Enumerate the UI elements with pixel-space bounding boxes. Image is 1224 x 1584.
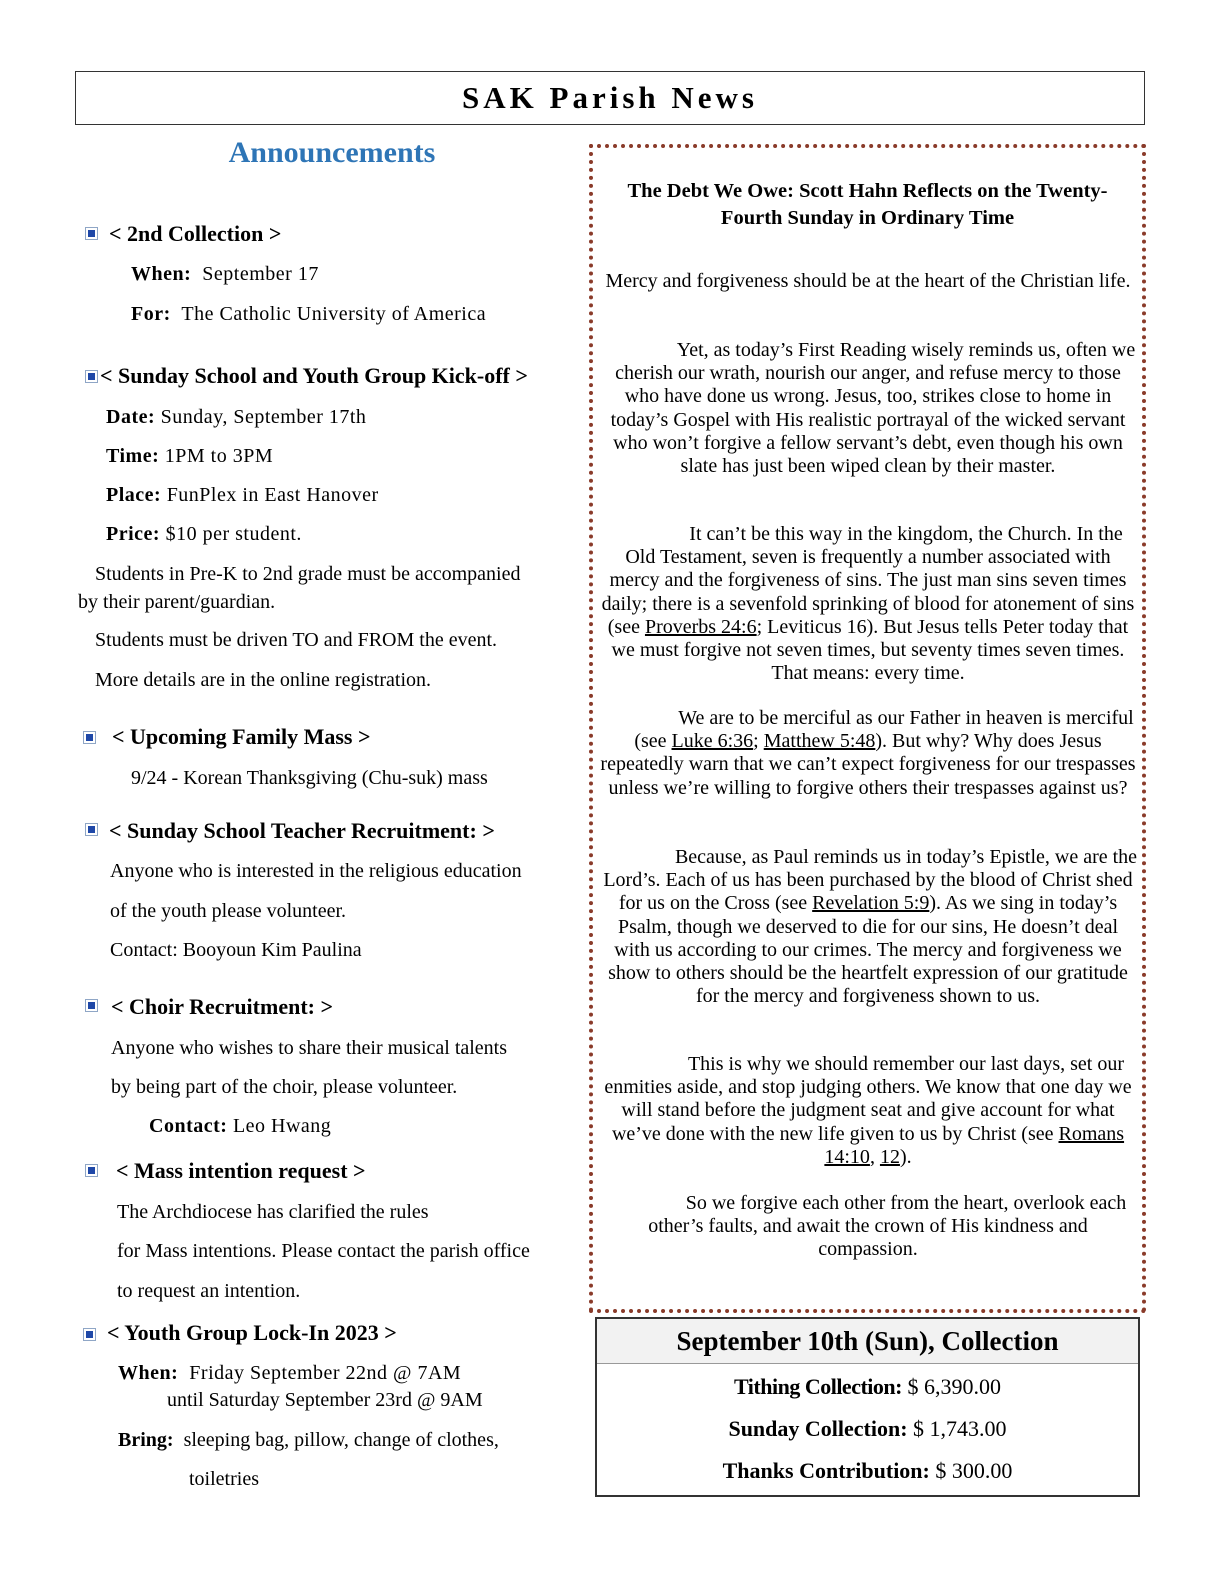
announcements-heading: Announcements bbox=[228, 136, 436, 169]
article-paragraph: Because, as Paul reminds us in today’s Epistle, we are the Lord’s. Each of us has been purchased by the blood of Christ shed for us on the Cross (see Revelation 5:9). As we sing in today’s Psalm, though we deserved to die for our sins, He doesn’t deal with us according to our crimes. The mercy and forgiveness we show to others should be the heartfelt expression of our gratitude for the mercy and forgiveness shown to us. bbox=[603, 846, 1138, 1008]
checkbox-icon bbox=[85, 370, 98, 383]
proverbs-link[interactable]: Proverbs 24:6 bbox=[644, 615, 757, 638]
checkbox-icon bbox=[85, 227, 98, 240]
kickoff-title: < Sunday School and Youth Group Kick-off > bbox=[100, 363, 528, 388]
lockin-when-end: until Saturday September 23rd @ 9AM bbox=[167, 1389, 483, 1411]
masthead-title: SAK Parish News bbox=[75, 71, 1145, 125]
teacher-line: of the youth please volunteer. bbox=[110, 900, 347, 922]
article-paragraph: Yet, as today’s First Reading wisely reminds us, often we cherish our wrath, nourish our anger, and refuse mercy to those who have done us wrong. Jesus, too, strikes close to home in today’s Gospel with His realistic portrayal of the wicked servant who won’t forgive a fellow servant’s debt, even though his own slate has just been wiped clean by their master. bbox=[610, 339, 1136, 478]
article-paragraph: Mercy and forgiveness should be at the heart of the Christian life. bbox=[605, 270, 1131, 292]
collection2-for: For: The Catholic University of America bbox=[131, 303, 487, 325]
family-mass-line: 9/24 - Korean Thanksgiving (Chu-suk) mass bbox=[131, 767, 488, 789]
romans-12-link[interactable]: 12 bbox=[879, 1145, 900, 1168]
mass-intention-line: for Mass intentions. Please contact the parish office bbox=[117, 1240, 530, 1262]
sunday-collection: Sunday Collection: $ 1,743.00 bbox=[728, 1416, 1007, 1441]
mass-intention-line: The Archdiocese has clarified the rules bbox=[117, 1201, 429, 1223]
article-paragraph: It can’t be this way in the kingdom, the Church. In the Old Testament, seven is frequently a number associated with mercy and the forgiveness of sins. The just man sins seven times daily; there is a sevenfold sprinking of blood for atonement of sins (see Proverbs 24:6; Leviticus 16). But Jesus tells Peter today that we must forgive not seven times, but seventy times seven times. That means: every time. bbox=[601, 523, 1135, 685]
kickoff-time: Time: 1PM to 3PM bbox=[106, 445, 274, 467]
luke-link[interactable]: Luke 6:36 bbox=[671, 730, 754, 753]
lockin-bring: Bring: sleeping bag, pillow, change of clothes, bbox=[118, 1429, 499, 1451]
choir-line: Anyone who wishes to share their musical talents bbox=[111, 1037, 508, 1059]
revelation-link[interactable]: Revelation 5:9 bbox=[812, 892, 930, 915]
article-paragraph: We are to be merciful as our Father in heaven is merciful (see Luke 6:36; Matthew 5:48). But why? Why does Jesus repeatedly warn that we can’t expect forgiveness for our trespasses unless we’re willing to forgive others their trespasses against us? bbox=[600, 707, 1136, 799]
kickoff-note: Students in Pre-K to 2nd grade must be accompanied bbox=[95, 563, 521, 585]
choir-contact: Contact: Leo Hwang bbox=[149, 1115, 332, 1137]
choir-line: by being part of the choir, please volunteer. bbox=[111, 1076, 458, 1098]
family-mass-title: < Upcoming Family Mass > bbox=[112, 724, 371, 749]
kickoff-date: Date: Sunday, September 17th bbox=[106, 406, 367, 428]
article-paragraph: So we forgive each other from the heart, overlook each other’s faults, and await the crown of His kindness and compassion. bbox=[648, 1192, 1127, 1261]
kickoff-place: Place: FunPlex in East Hanover bbox=[106, 484, 379, 506]
lockin-when: When: Friday September 22nd @ 7AM bbox=[118, 1362, 462, 1384]
mass-intention-line: to request an intention. bbox=[117, 1280, 301, 1302]
lockin-bring-end: toiletries bbox=[189, 1468, 259, 1490]
kickoff-note: by their parent/guardian. bbox=[78, 591, 276, 613]
collection2-title: < 2nd Collection > bbox=[109, 221, 282, 246]
article-title: The Debt We Owe: Scott Hahn Reflects on the Twenty-Fourth Sunday in Ordinary Time bbox=[627, 180, 1108, 229]
teacher-line: Anyone who is interested in the religious education bbox=[110, 860, 522, 882]
mass-intention-title: < Mass intention request > bbox=[116, 1158, 366, 1183]
checkbox-icon bbox=[85, 999, 98, 1012]
kickoff-note: More details are in the online registration. bbox=[95, 669, 432, 691]
teacher-title: < Sunday School Teacher Recruitment: > bbox=[109, 818, 495, 843]
article-paragraph: This is why we should remember our last days, set our enmities aside, and stop judging others. We know that one day we will stand before the judgment seat and give account for what we’ve done with the new life given to us by Christ (see Romans 14:10, 12). bbox=[604, 1053, 1132, 1168]
tithing-collection: Tithing Collection: $ 6,390.00 bbox=[734, 1374, 1001, 1399]
checkbox-icon bbox=[83, 731, 96, 744]
matthew-link[interactable]: Matthew 5:48 bbox=[763, 730, 876, 753]
lockin-title: < Youth Group Lock-In 2023 > bbox=[107, 1320, 397, 1345]
kickoff-note: Students must be driven TO and FROM the event. bbox=[95, 629, 498, 651]
collection2-when: When: September 17 bbox=[131, 263, 319, 285]
checkbox-icon bbox=[83, 1328, 96, 1341]
romans-link[interactable]: Romans 14:10 bbox=[824, 1122, 1125, 1168]
choir-title: < Choir Recruitment: > bbox=[111, 994, 334, 1019]
checkbox-icon bbox=[85, 823, 98, 836]
thanks-contribution: Thanks Contribution: $ 300.00 bbox=[722, 1458, 1013, 1483]
checkbox-icon bbox=[85, 1164, 98, 1177]
kickoff-price: Price: $10 per student. bbox=[106, 523, 302, 545]
teacher-contact: Contact: Booyoun Kim Paulina bbox=[110, 939, 362, 961]
collection-heading: September 10th (Sun), Collection bbox=[597, 1319, 1138, 1364]
